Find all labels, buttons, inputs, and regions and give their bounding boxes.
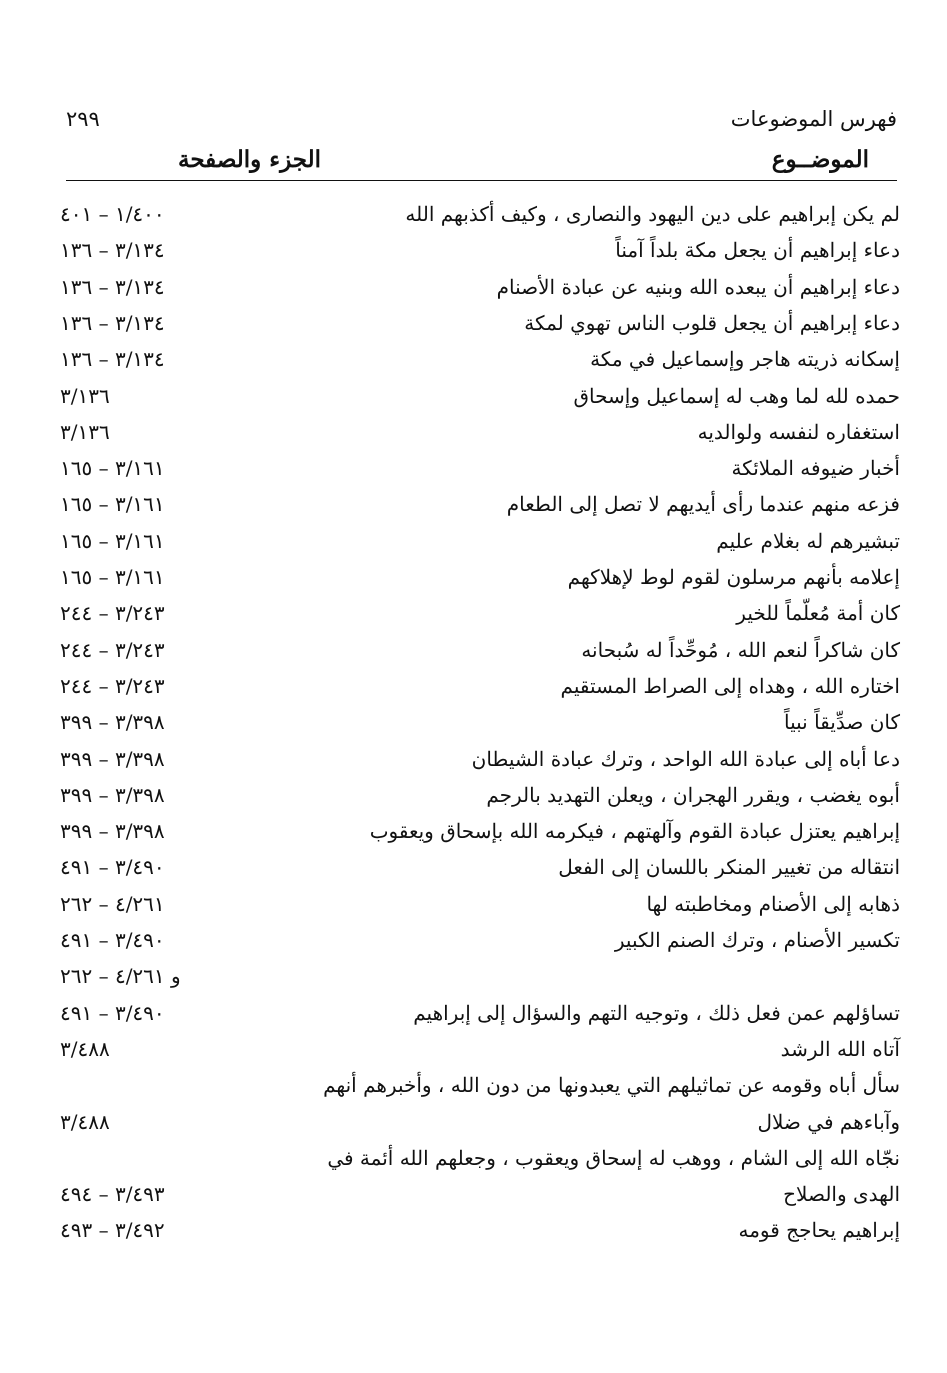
- page-title: فهرس الموضوعات: [730, 107, 897, 131]
- index-entry: [60, 742, 900, 776]
- entry-reference: ٣/٢٤٣ – ٢٤٤: [60, 637, 165, 662]
- entry-topic: أخبار ضيوفه الملائكة: [731, 456, 900, 481]
- reference-column-heading: الجزء والصفحة: [178, 145, 322, 173]
- index-entry: [60, 1105, 900, 1139]
- index-entry: [60, 415, 900, 449]
- index-entry: [60, 1177, 900, 1211]
- index-entry: [60, 705, 900, 739]
- index-entry: [60, 270, 900, 304]
- entry-reference: ٣/٣٩٨ – ٣٩٩: [60, 782, 165, 807]
- entry-reference: ٣/٤٨٨: [60, 1036, 110, 1061]
- topic-column-heading: الموضــوع: [771, 145, 869, 173]
- index-entry: [60, 778, 900, 812]
- entry-topic: إبراهيم يحاجج قومه: [738, 1218, 900, 1243]
- entry-reference: ٣/٣٩٨ – ٣٩٩: [60, 710, 165, 735]
- entry-reference: ١/٤٠٠ – ٤٠١: [60, 202, 165, 226]
- index-entry: [60, 1141, 900, 1175]
- index-entry: [60, 596, 900, 630]
- entry-reference: ٣/٤٩٠ – ٤٩١: [60, 928, 165, 952]
- entry-topic: كان صدِّيقاً نبياً: [783, 710, 900, 735]
- entry-topic: دعاء إبراهيم أن يجعل مكة بلداً آمناً: [615, 238, 900, 263]
- entry-topic: تكسير الأصنام ، وترك الصنم الكبير: [614, 928, 900, 952]
- entry-reference: ٤/٢٦١ – ٢٦٢: [60, 891, 165, 916]
- entry-topic: استغفاره لنفسه ولوالديه: [697, 419, 900, 444]
- entry-topic: انتقاله من تغيير المنكر باللسان إلى الفعل: [558, 855, 900, 880]
- index-entry: [60, 1032, 900, 1066]
- entry-topic: فزعه منهم عندما رأى أيديهم لا تصل إلى الطعام: [506, 492, 900, 517]
- entry-reference: ٣/١٣٤ – ١٣٦: [60, 347, 165, 372]
- entry-reference: ٣/٢٤٣ – ٢٤٤: [60, 673, 165, 698]
- index-entry: [60, 306, 900, 340]
- index-entry: [60, 524, 900, 558]
- index-entry: [60, 887, 900, 921]
- index-entry: [60, 451, 900, 485]
- entry-topic: اختاره الله ، وهداه إلى الصراط المستقيم: [560, 673, 900, 698]
- index-entry: [60, 342, 900, 376]
- index-entry: [60, 923, 900, 957]
- entry-topic: حمده لله لما وهب له إسماعيل وإسحاق: [573, 383, 900, 408]
- entry-reference: و ٤/٢٦١ – ٢٦٢: [60, 964, 181, 989]
- entry-topic: إبراهيم يعتزل عبادة القوم وآلهتهم ، فيكرمه الله بإسحاق ويعقوب: [369, 819, 900, 844]
- entry-topic: دعا أباه إلى عبادة الله الواحد ، وترك عبادة الشيطان: [471, 746, 900, 771]
- entry-topic: سأل أباه وقومه عن تماثيلهم التي يعبدونها من دون الله ، وأخبرهم أنهم: [323, 1073, 900, 1098]
- entry-reference: ٣/٣٩٨ – ٣٩٩: [60, 819, 165, 844]
- entry-topic: [360, 959, 900, 993]
- index-entry: [60, 669, 900, 703]
- entry-reference: ٣/١٦١ – ١٦٥: [60, 528, 165, 553]
- index-entry: [60, 233, 900, 267]
- entry-reference: ٣/١٦١ – ١٦٥: [60, 492, 165, 517]
- entry-reference: ٣/١٣٤ – ١٣٦: [60, 238, 165, 263]
- entry-topic: آتاه الله الرشد: [780, 1036, 900, 1061]
- index-entry: [60, 1068, 900, 1102]
- entry-reference: ٣/٢٤٣ – ٢٤٤: [60, 601, 165, 626]
- entry-topic: الهدى والصلاح: [783, 1182, 900, 1207]
- index-entry: [60, 487, 900, 521]
- entry-reference: ٣/٤٩٠ – ٤٩١: [60, 855, 165, 880]
- index-entry: [60, 814, 900, 848]
- entry-topic: إعلامه بأنهم مرسلون لقوم لوط لإهلاكهم: [567, 565, 900, 589]
- index-entry: [60, 850, 900, 884]
- entry-reference: ٣/١٣٦: [60, 419, 110, 444]
- index-entry: [60, 1213, 900, 1247]
- entry-topic: تبشيرهم له بغلام عليم: [716, 528, 900, 553]
- entry-topic: أبوه يغضب ، ويقرر الهجران ، ويعلن التهديد بالرجم: [486, 782, 900, 807]
- entry-topic: كان أمة مُعلّماً للخير: [736, 601, 900, 626]
- entry-topic: إسكانه ذريته هاجر وإسماعيل في مكة: [590, 347, 900, 372]
- entry-reference: ٣/٤٨٨: [60, 1109, 110, 1134]
- index-entry: [60, 959, 900, 993]
- entry-topic: لم يكن إبراهيم على دين اليهود والنصارى ، وكيف أكذبهم الله: [405, 202, 900, 226]
- entry-reference: ٣/١٦١ – ١٦٥: [60, 565, 165, 589]
- index-entry: [60, 560, 900, 594]
- entry-topic: تساؤلهم عمن فعل ذلك ، وتوجيه التهم والسؤال إلى إبراهيم: [413, 1000, 900, 1025]
- entry-reference: ٣/٣٩٨ – ٣٩٩: [60, 746, 165, 771]
- entry-topic: كان شاكراً لنعم الله ، مُوحِّداً له سُبحانه: [581, 637, 900, 662]
- entry-topic: دعاء إبراهيم أن يبعده الله وبنيه عن عبادة الأصنام: [496, 274, 900, 299]
- index-entry: [60, 197, 900, 231]
- entry-reference: ٣/٤٩٣ – ٤٩٤: [60, 1182, 165, 1207]
- entry-reference: ٣/١٣٦: [60, 383, 110, 408]
- entry-topic: ذهابه إلى الأصنام ومخاطبته لها: [646, 891, 900, 916]
- page-number: ٢٩٩: [66, 107, 100, 131]
- entry-reference: ٣/١٣٤ – ١٣٦: [60, 310, 165, 335]
- entry-reference: [60, 1141, 305, 1175]
- index-entry: [60, 633, 900, 667]
- index-entry: [60, 996, 900, 1030]
- entry-topic: نجّاه الله إلى الشام ، ووهب له إسحاق ويعقوب ، وجعلهم الله أئمة في: [327, 1145, 900, 1170]
- entry-reference: ٣/١٣٤ – ١٣٦: [60, 274, 165, 299]
- entry-reference: ٣/٤٩٠ – ٤٩١: [60, 1000, 165, 1025]
- entry-reference: ٣/٤٩٢ – ٤٩٣: [60, 1218, 165, 1243]
- index-entry: [60, 379, 900, 413]
- entry-reference: [60, 1068, 305, 1102]
- entry-topic: وآباءهم في ضلال: [757, 1109, 900, 1134]
- entry-topic: دعاء إبراهيم أن يجعل قلوب الناس تهوي لمكة: [524, 310, 900, 335]
- entry-reference: ٣/١٦١ – ١٦٥: [60, 456, 165, 481]
